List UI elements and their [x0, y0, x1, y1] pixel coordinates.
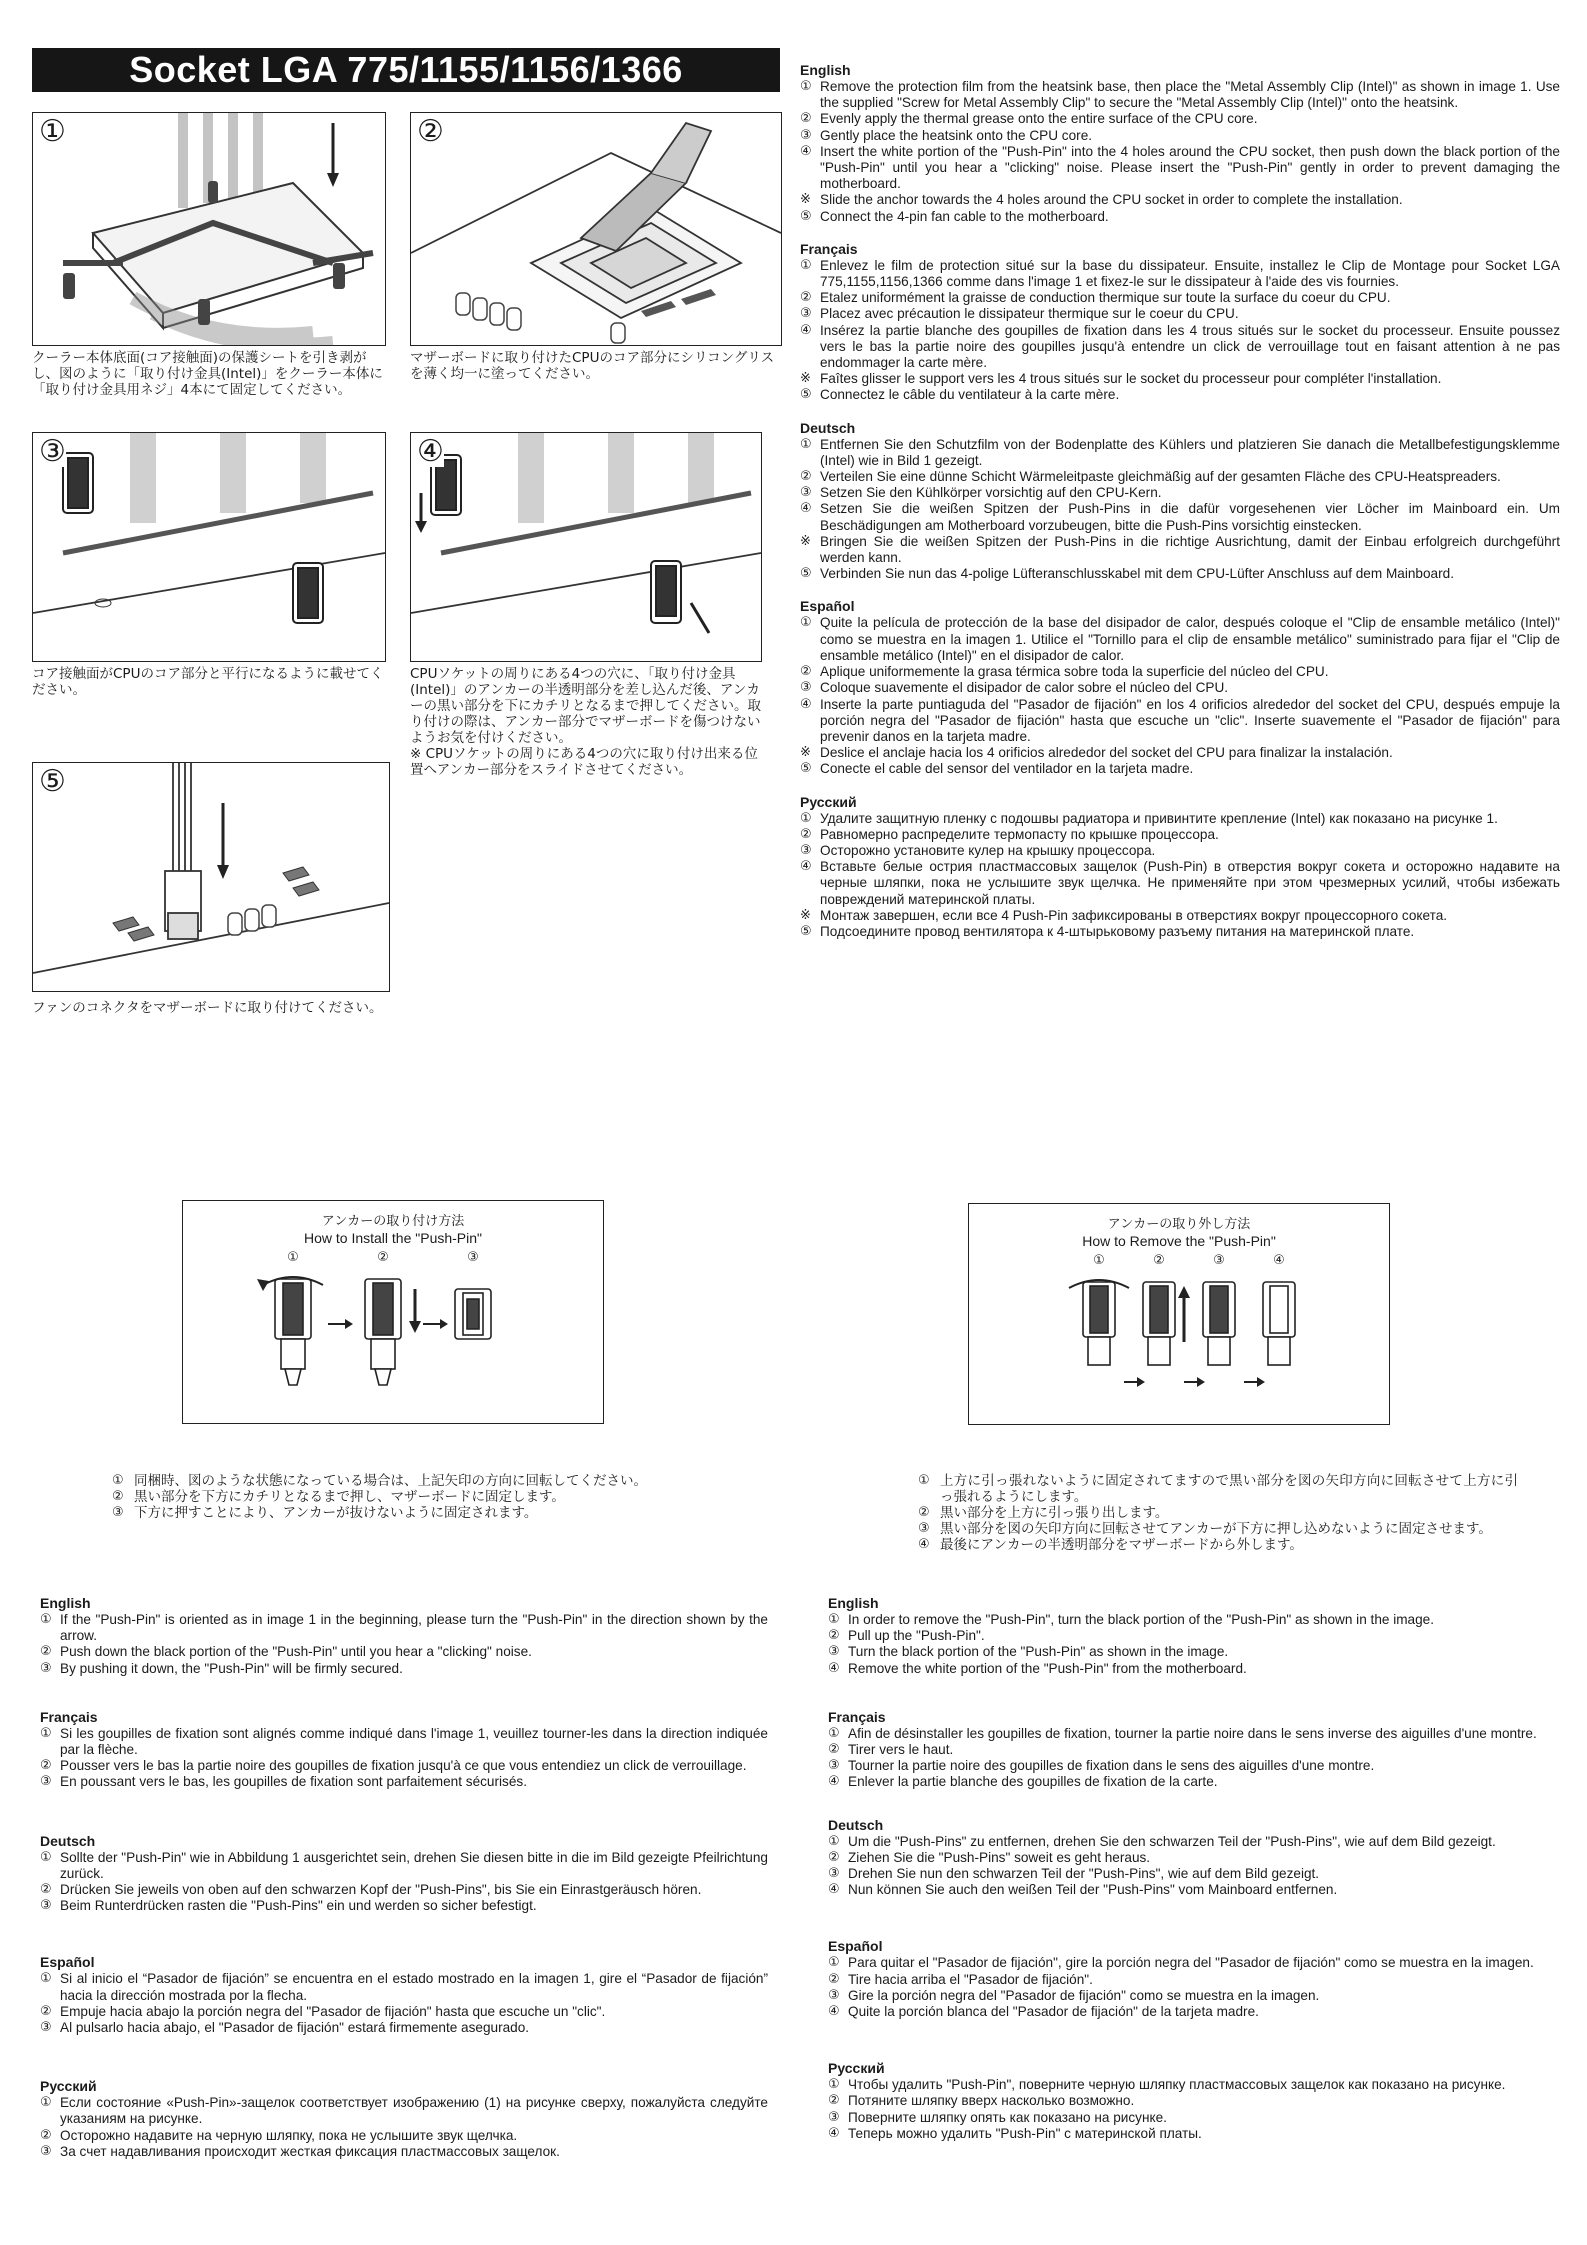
step-text: Evenly apply the thermal grease onto the entire surface of the CPU core.	[820, 111, 1258, 127]
step-text: 最後にアンカーの半透明部分をマザーボードから外します。	[940, 1537, 1303, 1553]
step-text: Deslice el anclaje hacia los 4 orificios alrededor del socket del CPU para finalizar la instalación.	[820, 745, 1393, 761]
pushpin-install-francais	[40, 1709, 768, 1791]
step-marker: ※	[800, 192, 811, 208]
page-title: Socket LGA 775/1155/1156/1366	[32, 48, 780, 92]
step-marker: ①	[40, 1612, 52, 1627]
pushpin-remove-box	[968, 1203, 1390, 1425]
step-marker: ②	[800, 664, 812, 680]
instruction-item	[828, 1726, 1560, 1742]
step-marker: ③	[40, 2143, 52, 2159]
step-marker: ②	[800, 290, 812, 306]
figure-2-number: ②	[417, 114, 444, 149]
install-francais	[800, 241, 1560, 404]
step-text: Tourner la partie noire des goupilles de fixation dans le sens des aiguilles d'une montre.	[848, 1758, 1375, 1774]
instruction-item	[800, 192, 1560, 208]
step-marker: ③	[112, 1505, 124, 1520]
instruction-item	[918, 1473, 1518, 1505]
step-text: Потяните шляпку вверх насколько возможно.	[848, 2093, 1135, 2109]
step-text: Nun können Sie auch den weißen Teil der "Push-Pins" vom Mainboard entfernen.	[848, 1882, 1338, 1898]
instruction-item	[828, 1612, 1560, 1628]
step-text: 黒い部分を下方にカチリとなるまで押し、マザーボードに固定します。	[134, 1489, 565, 1505]
step-marker: ①	[828, 1725, 840, 1741]
step-text: Si al inicio el “Pasador de fijación” se encuentra en el estado mostrado en la imagen 1, gire el “Pasador de fijación” hacia la dirección mostrada por la flecha.	[60, 1971, 768, 2003]
step-marker: ④	[800, 859, 812, 875]
step-text: Pousser vers le bas la partie noire des goupilles de fixation jusqu'à ce que vous entendiez un click de verrouillage.	[60, 1758, 747, 1774]
step-text: Inserte la parte puntiaguda del "Pasador de fijación" en los 4 orificios alrededor del socket del CPU, después empuje la porción negra del "Pasador de fijación" hasta que escuche un "clic". Inserte suavemente el "Pasador de fijación" para prevenir danos en la tarjeta madre.	[820, 696, 1560, 744]
instruction-item	[40, 1726, 768, 1758]
instruction-item	[800, 697, 1560, 746]
instruction-item	[800, 761, 1560, 777]
step-marker: ④	[828, 1882, 840, 1898]
step-text: Tire hacia arriba el "Pasador de fijación".	[848, 1971, 1093, 1987]
step-marker: ③	[40, 2020, 52, 2036]
instruction-item	[800, 371, 1560, 387]
section-heading: Deutsch	[828, 1816, 884, 1833]
step-text: Connectez le câble du ventilateur à la carte mère.	[820, 387, 1120, 403]
instruction-item	[800, 469, 1560, 485]
step-marker: ②	[828, 1628, 840, 1644]
step-marker: ①	[40, 1971, 52, 1987]
section-heading: Français	[800, 240, 858, 257]
instruction-item	[40, 1644, 768, 1660]
step-marker: ⑤	[800, 566, 812, 582]
instruction-item	[40, 2020, 768, 2036]
step-marker: ※	[800, 745, 811, 761]
step-marker: ①	[40, 1849, 52, 1865]
instruction-item	[828, 1882, 1560, 1898]
step-marker: ①	[40, 2095, 52, 2111]
step-marker: ③	[918, 1521, 930, 1536]
instruction-item	[40, 1758, 768, 1774]
step-marker: ③	[828, 1987, 840, 2003]
step-text: Setzen Sie den Kühlkörper vorsichtig auf den CPU-Kern.	[820, 485, 1162, 501]
step-marker: ③	[40, 1774, 52, 1790]
step-marker: ※	[800, 907, 811, 923]
step-text: Insert the white portion of the "Push-Pin" into the 4 holes around the CPU socket, then push down the black portion of the "Push-Pin" until you hear a "clicking" noise. Please insert the "Push-Pin" gently in order to prevent damaging the motherboard.	[820, 143, 1560, 192]
step-marker: ③	[40, 1660, 52, 1676]
step-marker: ①	[112, 1473, 124, 1488]
step-text: Осторожно надавите на черную шляпку, пока не услышите звук щелчка.	[60, 2127, 518, 2143]
step-text: Поверните шляпку опять как показано на рисунке.	[848, 2109, 1167, 2125]
step-marker: ①	[828, 1612, 840, 1627]
instruction-item	[828, 1866, 1560, 1882]
step-text: Etalez uniformément la graisse de conduction thermique sur toute la surface du coeur du CPU.	[820, 290, 1391, 306]
step-text: Ziehen Sie die "Push-Pins" soweit es geht heraus.	[848, 1849, 1151, 1865]
instruction-item	[828, 1661, 1560, 1677]
instruction-item	[800, 680, 1560, 696]
instruction-item	[800, 534, 1560, 566]
step-marker: ②	[828, 1742, 840, 1758]
step-marker: ③	[800, 680, 812, 696]
step-marker: ②	[112, 1489, 124, 1504]
instruction-item	[800, 437, 1560, 469]
remove-step-label: ③	[1213, 1253, 1225, 1268]
step-marker: ④	[800, 501, 812, 517]
step-text: Beim Runterdrücken rasten die "Push-Pins" ein und werden so sicher befestigt.	[60, 1898, 537, 1914]
pushpin-remove-instructions	[828, 1595, 1560, 2142]
section-heading: Français	[40, 1708, 98, 1725]
step-marker: ⑤	[800, 387, 812, 403]
step-text: Push down the black portion of the "Push-Pin" until you hear a "clicking" noise.	[60, 1644, 532, 1660]
step-marker: ④	[918, 1537, 930, 1552]
instruction-item	[828, 1644, 1560, 1660]
step-marker: ②	[800, 826, 812, 842]
instruction-item	[828, 1972, 1560, 1988]
instruction-item	[800, 566, 1560, 582]
step-marker: ①	[828, 1955, 840, 1971]
step-text: 同梱時、図のような状態になっている場合は、上記矢印の方向に回転してください。	[134, 1473, 647, 1489]
step-text: Монтаж завершен, если все 4 Push-Pin зафиксированы в отверстиях вокруг процессорного сокета.	[820, 907, 1448, 923]
instruction-item	[800, 144, 1560, 193]
instruction-item	[828, 1850, 1560, 1866]
step-text: Осторожно установите кулер на крышку процессора.	[820, 842, 1156, 858]
instruction-item	[828, 2093, 1560, 2109]
step-marker: ④	[828, 2004, 840, 2020]
section-heading: Español	[828, 1938, 883, 1955]
step-text: Remove the protection film from the heatsink base, then place the "Metal Assembly Clip (Intel)" as shown in image 1. Use the supplied "Screw for Metal Assembly Clip" to secure the "Metal Assembly Clip (Intel)" onto the heatsink.	[820, 79, 1560, 111]
step-text: Connect the 4-pin fan cable to the motherboard.	[820, 208, 1109, 224]
step-marker: ④	[800, 696, 812, 712]
step-marker: ②	[40, 1644, 52, 1660]
step-marker: ①	[800, 810, 812, 826]
step-text: Drehen Sie nun den schwarzen Teil der "Push-Pins", wie auf dem Bild gezeigt.	[848, 1866, 1320, 1882]
step-text: 下方に押すことにより、アンカーが抜けないように固定されます。	[134, 1505, 538, 1521]
step-text: Verteilen Sie eine dünne Schicht Wärmeleitpaste gleichmäßig auf der gesamten Fläche des CPU-Heatspreaders.	[820, 469, 1501, 485]
step-text: Enlever la partie blanche des goupilles de fixation de la carte.	[848, 1774, 1218, 1790]
step-marker: ②	[800, 111, 812, 127]
step-marker: ②	[40, 1882, 52, 1898]
instruction-item	[40, 1850, 768, 1882]
step-text: Afin de désinstaller les goupilles de fixation, tourner la partie noire dans le sens inverse des aiguilles d'une montre.	[848, 1725, 1537, 1741]
instruction-item	[800, 501, 1560, 533]
instruction-item	[828, 1628, 1560, 1644]
step-marker: ④	[800, 322, 812, 338]
instruction-item	[800, 859, 1560, 908]
figure-5-number: ⑤	[39, 764, 66, 799]
step-text: Drücken Sie jeweils von oben auf den schwarzen Kopf der "Push-Pins", bis Sie ein Einrastgeräusch hören.	[60, 1882, 702, 1898]
step-text: En poussant vers le bas, les goupilles de fixation sont parfaitement sécurisés.	[60, 1774, 527, 1790]
instruction-item	[40, 1774, 768, 1790]
section-heading: English	[40, 1595, 91, 1611]
instruction-item	[800, 209, 1560, 225]
pushpin-install-russian	[40, 2078, 768, 2160]
instruction-item	[800, 306, 1560, 322]
install-english	[800, 62, 1560, 225]
step-marker: ②	[828, 1849, 840, 1865]
step-text: Turn the black portion of the "Push-Pin" as shown in the image.	[848, 1644, 1229, 1660]
figure-1	[32, 112, 386, 346]
step-text: Tirer vers le haut.	[848, 1742, 954, 1758]
step-text: Quite la porción blanca del "Pasador de fijación" de la tarjeta madre.	[848, 2004, 1259, 2020]
step-marker: ①	[800, 436, 812, 452]
step-marker: ①	[800, 615, 812, 631]
pushpin-remove-espanol	[828, 1938, 1560, 2020]
step-marker: ③	[800, 842, 812, 858]
instruction-item	[800, 290, 1560, 306]
fan-connector-illustration	[33, 763, 389, 991]
pushpin-remove-title-en: How to Remove the "Push-Pin"	[1082, 1233, 1276, 1249]
step-text: Insérez la partie blanche des goupilles de fixation dans les 4 trous situés sur le socket du processeur. Ensuite poussez vers le bas la partie noire des goupilles jusqu'à entendre un click de verrouillage tout en faisant attention à ne pas endommager la carte mère.	[820, 322, 1560, 371]
pushpin-install-jp-notes	[112, 1473, 712, 1521]
figure-3-number: ③	[39, 434, 66, 469]
step-marker: ②	[40, 2003, 52, 2019]
step-marker: ②	[800, 469, 812, 485]
step-marker: ②	[40, 2127, 52, 2143]
heatsink-base-clip-illustration	[33, 113, 385, 345]
figure-4-number: ④	[417, 434, 444, 469]
instruction-item	[800, 323, 1560, 372]
step-marker: ②	[918, 1505, 930, 1520]
instruction-item	[828, 1988, 1560, 2004]
instruction-item	[800, 664, 1560, 680]
instruction-item	[800, 827, 1560, 843]
instruction-item	[800, 843, 1560, 859]
instruction-item	[40, 1898, 768, 1914]
instruction-item	[828, 2077, 1560, 2093]
install-step-label: ③	[467, 1250, 479, 1265]
instruction-item	[828, 1742, 1560, 1758]
step-text: Verbinden Sie nun das 4-polige Lüfteranschlusskabel mit dem CPU-Lüfter Anschluss auf dem Mainboard.	[820, 566, 1454, 582]
instruction-item	[828, 2110, 1560, 2126]
figure-1-number: ①	[39, 114, 66, 149]
step-marker: ※	[800, 371, 811, 387]
step-marker: ①	[800, 257, 812, 273]
pushpin-install-espanol	[40, 1954, 768, 2036]
step-text: 黒い部分を上方に引っ張り出します。	[940, 1505, 1169, 1521]
figure-2	[410, 112, 782, 346]
push-pin-insertion-illustration	[411, 433, 761, 661]
step-text: За счет надавливания происходит жесткая фиксация пластмассовых защелок.	[60, 2143, 560, 2159]
instruction-item	[800, 111, 1560, 127]
step-text: Подсоедините провод вентилятора к 4-штырьковому разъему питания на материнской плате.	[820, 923, 1415, 939]
pushpin-remove-jp-notes	[918, 1473, 1518, 1553]
step-text: Conecte el cable del sensor del ventilador en la tarjeta madre.	[820, 761, 1194, 777]
instruction-item	[918, 1505, 1518, 1521]
instruction-item	[828, 1758, 1560, 1774]
step-text: Quite la película de protección de la base del disipador de calor, después coloque el "Clip de ensamble metálico (Intel)" como se muestra en la imagen 1. Utilice el "Tornillo para el clip de ensamble metálico" suministrado para fijar el "Clip de ensamble metálico (Intel)" en el disipador de calor.	[820, 615, 1560, 663]
section-heading: Français	[828, 1708, 886, 1725]
instruction-item	[800, 79, 1560, 111]
figure-4	[410, 432, 762, 662]
step-marker: ③	[828, 2109, 840, 2125]
instruction-item	[40, 2095, 768, 2127]
step-marker: ⑤	[800, 208, 812, 224]
install-russian	[800, 794, 1560, 941]
step-text: 黒い部分を図の矢印方向に回転させてアンカーが下方に押し込めないように固定させます。	[940, 1521, 1492, 1537]
figure-5-caption: ファンのコネクタをマザーボードに取り付けてください。	[32, 1000, 383, 1016]
section-heading: Español	[800, 598, 855, 615]
pushpin-install-box	[182, 1200, 604, 1424]
step-text: Теперь можно удалить "Push-Pin" с материнской платы.	[848, 2125, 1202, 2141]
section-heading: Русский	[40, 2078, 97, 2095]
instruction-item	[800, 924, 1560, 940]
section-heading: Русский	[800, 793, 857, 810]
step-text: Setzen Sie die weißen Spitzen der Push-Pins in die dafür vorgesehenen vier Löcher im Mainboard ein. Um Beschädigungen am Motherboard vorzubeugen, bitte die Push-Pins vorsichtig einstecken.	[820, 501, 1560, 533]
instruction-item	[918, 1521, 1518, 1537]
section-heading: English	[800, 62, 851, 78]
step-marker: ④	[800, 143, 812, 159]
instruction-item	[40, 2144, 768, 2160]
remove-step-label: ②	[1153, 1253, 1165, 1268]
instruction-item	[112, 1489, 712, 1505]
step-text: Gently place the heatsink onto the CPU core.	[820, 127, 1093, 143]
pushpin-remove-english	[828, 1595, 1560, 1677]
pushpin-remove-steps-illustration	[969, 1252, 1389, 1422]
instruction-item	[40, 1612, 768, 1644]
step-text: Um die "Push-Pins" zu entfernen, drehen Sie den schwarzen Teil der "Push-Pins", wie auf dem Bild gezeigt.	[848, 1833, 1496, 1849]
remove-step-label: ①	[1093, 1253, 1105, 1268]
step-marker: ③	[828, 1644, 840, 1660]
pushpin-install-title-en: How to Install the "Push-Pin"	[303, 1230, 483, 1246]
section-heading: Español	[40, 1954, 95, 1971]
step-marker: ②	[40, 1758, 52, 1774]
step-text: In order to remove the "Push-Pin", turn the black portion of the "Push-Pin" as shown in the image.	[848, 1612, 1435, 1627]
instruction-item	[800, 485, 1560, 501]
step-text: Gire la porción negra del "Pasador de fijación" como se muestra en la imagen.	[848, 1987, 1320, 2003]
step-marker: ④	[828, 2125, 840, 2141]
install-deutsch	[800, 420, 1560, 583]
step-marker: ①	[828, 1833, 840, 1849]
step-text: By pushing it down, the "Push-Pin" will be firmly secured.	[60, 1660, 403, 1676]
install-instructions	[800, 62, 1560, 940]
step-text: Enlevez le film de protection situé sur la base du dissipateur. Ensuite, installez le Clip de Montage pour Socket LGA 775,1155,1156,1366 comme dans l'image 1 et fixez-le sur le dissipateur à l'aide des vis fournies.	[820, 257, 1560, 290]
instruction-item	[40, 1882, 768, 1898]
heatsink-placement-illustration	[33, 433, 385, 661]
step-marker: ③	[800, 127, 812, 143]
pushpin-install-title-jp: アンカーの取り付け方法	[321, 1214, 465, 1229]
step-text: Empuje hacia abajo la porción negra del "Pasador de fijación" hasta que escuche un "clic".	[60, 2003, 606, 2019]
cpu-thermal-grease-illustration	[411, 113, 781, 345]
section-heading: English	[828, 1595, 879, 1611]
step-marker: ③	[828, 1758, 840, 1774]
step-text: Удалите защитную пленку с подошвы радиатора и привинтите крепление (Intel) как показано на рисунке 1.	[820, 810, 1498, 826]
step-text: Равномерно распределите термопасту по крышке процессора.	[820, 826, 1219, 842]
pushpin-remove-title-jp: アンカーの取り外し方法	[1107, 1217, 1251, 1232]
step-text: Aplique uniformemente la grasa térmica sobre toda la superficie del núcleo del CPU.	[820, 664, 1329, 680]
step-marker: ③	[40, 1898, 52, 1914]
section-heading: Русский	[828, 2060, 885, 2077]
step-marker: ④	[828, 1774, 840, 1790]
step-text: If the "Push-Pin" is oriented as in image 1 in the beginning, please turn the "Push-Pin" in the direction shown by the arrow.	[60, 1612, 768, 1644]
step-text: Вставьте белые острия пластмассовых защелок (Push-Pin) в отверстия вокруг сокета и осторожно надавите на черные шляпки, пока не услышите звук щелчка. Не применяйте при этом чрезмерных усилий, чтобы избежать повреждений материнской платы.	[820, 859, 1560, 907]
step-marker: ②	[828, 2093, 840, 2109]
pushpin-install-english	[40, 1595, 768, 1677]
instruction-item	[800, 811, 1560, 827]
install-espanol	[800, 598, 1560, 777]
step-text: Al pulsarlo hacia abajo, el "Pasador de fijación" estará firmemente asegurado.	[60, 2020, 530, 2036]
step-marker: ①	[800, 79, 812, 94]
step-text: Faîtes glisser le support vers les 4 trous situés sur le socket du processeur pour compléter l'installation.	[820, 371, 1442, 387]
step-marker: ①	[828, 2077, 840, 2093]
install-step-label: ②	[377, 1250, 389, 1265]
step-text: Если состояние «Push-Pin»-защелок соответствует изображению (1) на рисунке сверху, пожалуйста следуйте указаниям на рисунке.	[60, 2095, 768, 2127]
instruction-item	[800, 908, 1560, 924]
instruction-item	[828, 1834, 1560, 1850]
figure-5	[32, 762, 390, 992]
instruction-item	[112, 1473, 712, 1489]
step-marker: ①	[918, 1473, 930, 1488]
step-marker: ①	[40, 1725, 52, 1741]
instruction-item	[828, 1955, 1560, 1971]
instruction-item	[828, 2126, 1560, 2142]
pushpin-remove-deutsch	[828, 1817, 1560, 1899]
step-text: Para quitar el "Pasador de fijación", gire la porción negra del "Pasador de fijación" como se muestra en la imagen.	[848, 1955, 1534, 1971]
remove-step-label: ④	[1273, 1253, 1285, 1268]
figure-3	[32, 432, 386, 662]
step-marker: ③	[800, 306, 812, 322]
instruction-item	[800, 615, 1560, 664]
step-text: Si les goupilles de fixation sont alignés comme indiqué dans l'image 1, veuillez tourner-les dans la direction indiquée par la flèche.	[60, 1725, 768, 1758]
step-text: Pull up the "Push-Pin".	[848, 1628, 985, 1644]
step-text: Remove the white portion of the "Push-Pin" from the motherboard.	[848, 1660, 1247, 1676]
section-heading: Deutsch	[800, 419, 856, 436]
step-marker: ③	[828, 1866, 840, 1882]
instruction-item	[112, 1505, 712, 1521]
section-heading: Deutsch	[40, 1832, 96, 1849]
pushpin-install-instructions	[40, 1595, 768, 2160]
step-text: Placez avec précaution le dissipateur thermique sur le coeur du CPU.	[820, 306, 1239, 322]
step-marker: ③	[800, 485, 812, 501]
step-marker: ※	[800, 533, 811, 549]
instruction-item	[800, 258, 1560, 290]
install-step-label: ①	[287, 1250, 299, 1265]
pushpin-install-steps-illustration	[183, 1249, 603, 1419]
pushpin-remove-francais	[828, 1709, 1560, 1791]
step-text: Slide the anchor towards the 4 holes around the CPU socket in order to complete the installation.	[820, 192, 1403, 208]
step-marker: ⑤	[800, 761, 812, 777]
instruction-item	[40, 1971, 768, 2003]
instruction-item	[40, 2004, 768, 2020]
step-marker: ④	[828, 1660, 840, 1676]
figure-2-caption: マザーボードに取り付けたCPUのコア部分にシリコングリスを薄く均一に塗ってください。	[410, 350, 775, 382]
step-text: Чтобы удалить "Push-Pin", поверните черную шляпку пластмассовых защелок как показано на рисунке.	[848, 2077, 1506, 2093]
pushpin-install-deutsch	[40, 1833, 768, 1915]
instruction-item	[800, 128, 1560, 144]
instruction-item	[800, 745, 1560, 761]
step-text: Sollte der "Push-Pin" wie in Abbildung 1 ausgerichtet sein, drehen Sie diesen bitte in die im Bild gezeigte Pfeilrichtung zurück.	[60, 1849, 768, 1881]
figure-4-note: ※ CPUソケットの周りにある4つの穴に取り付け出来る位置へアンカー部分をスライドさせてください。	[410, 746, 758, 778]
instruction-item	[918, 1537, 1518, 1553]
instruction-item	[40, 1661, 768, 1677]
step-text: Coloque suavemente el disipador de calor sobre el núcleo del CPU.	[820, 680, 1229, 696]
step-marker: ⑤	[800, 923, 812, 939]
instruction-item	[800, 387, 1560, 403]
instruction-item	[40, 2128, 768, 2144]
pushpin-remove-russian	[828, 2060, 1560, 2142]
figure-1-caption: クーラー本体底面(コア接触面)の保護シートを引き剥がし、図のように「取り付け金具(Intel)」をクーラー本体に「取り付け金具用ネジ」4本にて固定してください。	[32, 350, 383, 398]
instruction-item	[828, 2004, 1560, 2020]
step-text: 上方に引っ張れないように固定されてますので黒い部分を図の矢印方向に回転させて上方に引っ張れるようにします。	[940, 1473, 1518, 1505]
step-text: Bringen Sie die weißen Spitzen der Push-Pins in die richtige Ausrichtung, damit der Einbau erfolgreich durchgeführt werden kann.	[820, 533, 1560, 566]
figure-3-caption: コア接触面がCPUのコア部分と平行になるように載せてください。	[32, 666, 384, 698]
step-marker: ②	[828, 1971, 840, 1987]
figure-4-caption: CPUソケットの周りにある4つの穴に、「取り付け金具(Intel)」のアンカーの半透明部分を差し込んだ後、アンカーの黒い部分を下にカチリとなるまで押してください。取り付けの際は、アンカー部分でマザーボードを傷つけないようお気を付けください。	[410, 666, 761, 746]
step-text: Entfernen Sie den Schutzfilm von der Bodenplatte des Kühlers und platzieren Sie danach die Metallbefestigungsklemme (Intel) wie in Bild 1 gezeigt.	[820, 436, 1560, 468]
instruction-item	[828, 1774, 1560, 1790]
